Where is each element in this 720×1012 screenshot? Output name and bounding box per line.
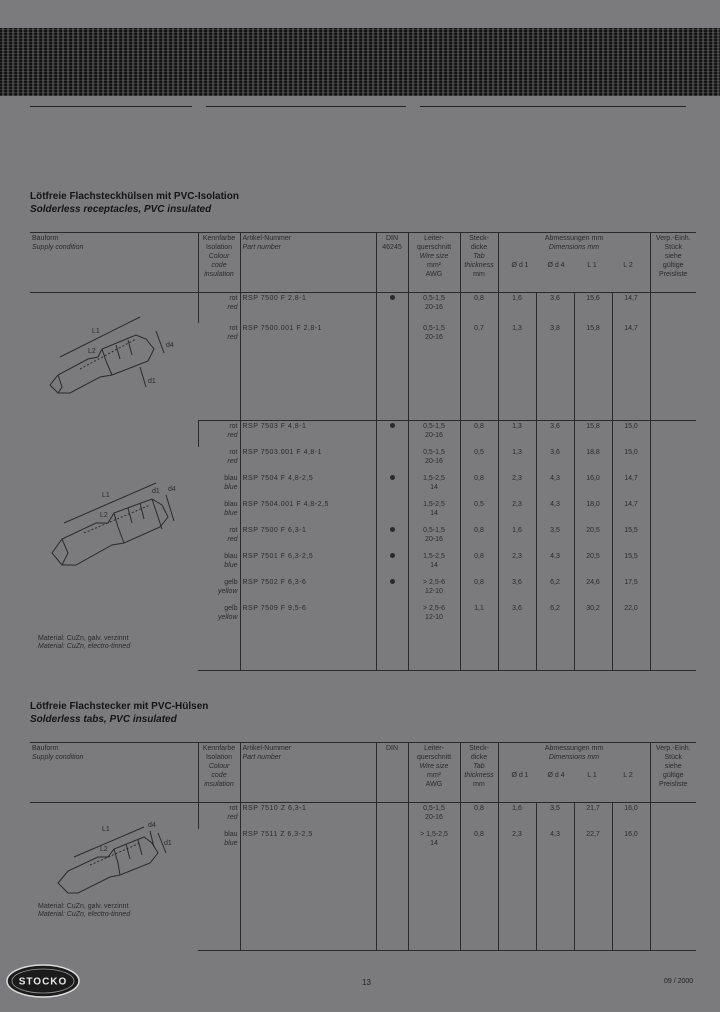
dim-l2: 15,0 [612,447,650,473]
header-thick-5: mm [473,781,485,788]
dim-l2: 16,0 [612,803,650,829]
drawing-label-l2: L2 [100,846,108,853]
header-thick-1: Steck- [469,235,489,242]
drawing-label-l2: L2 [100,511,108,519]
tab-thickness: 0,8 [460,293,498,323]
tab-thickness: 0,5 [460,447,498,473]
dim-d1: 1,6 [498,803,536,829]
din-bullet-icon [390,475,395,480]
row-color-en: blue [224,483,238,491]
dim-d4: 3,5 [536,525,574,551]
dim-d4: 3,8 [536,323,574,421]
dim-l1: 15,8 [574,421,612,447]
dim-d4: 3,6 [536,293,574,323]
header-pack-2: Stück [664,754,682,761]
header-wire-3: Wire size [419,253,449,260]
row-color-de: rot [229,526,238,534]
section1-title-de: Lötfreie Flachsteckhülsen mit PVC-Isolation [30,191,239,202]
wire-awg: 20-16 [425,304,443,311]
dim-d1: 1,6 [498,293,536,323]
drawing-label-l2: L2 [88,348,96,355]
row-color-en: red [227,457,238,465]
header-dim-d1: Ø d 1 [511,772,529,779]
row-color-en: red [227,304,238,311]
tab-thickness: 0,8 [460,421,498,447]
row-color-en: blue [224,839,238,847]
dim-l2: 14,7 [612,473,650,499]
header-thick-5: mm [473,271,485,278]
wire-awg: 20-16 [425,432,443,439]
header-pack-3: siehe [664,253,682,260]
row-color-en: blue [224,509,238,517]
header-dim-d4: Ø d 4 [547,262,565,269]
table-row [30,421,696,447]
receptacle-drawing-small-cell [30,293,198,421]
header-pack-1: Verp.-Einh. [655,235,691,242]
header-pack-1: Verp.-Einh. [655,745,691,752]
drawing-label-l1: L1 [102,826,110,833]
header-form-en: Supply condition [32,754,84,761]
row-color-de: blau [224,474,238,482]
dim-l2: 17,5 [612,577,650,603]
receptacle-drawing-large-cell [30,421,198,671]
article-number: RSP 7510 Z 6,3-1 [240,803,376,829]
dim-l1: 18,8 [574,447,612,473]
drawing-label-d1: d1 [164,840,172,847]
header-thick-2: dicke [470,244,488,251]
dim-d4: 6,2 [536,577,574,603]
dim-l2: 16,0 [612,829,650,951]
dim-l2: 22,0 [612,603,650,671]
dim-l1: 20,5 [574,551,612,577]
header-wire-5: AWG [425,781,443,788]
row-color-en: red [227,432,238,439]
din-bullet-icon [390,295,395,300]
header-form-de: Bauform [32,235,59,242]
header-color-de: Kennfarbe Isolation [202,235,236,251]
header-thick-2: dicke [470,754,488,761]
drawing-label-d4: d4 [166,342,174,349]
row-color-de: rot [229,805,238,812]
dim-d1: 1,3 [498,323,536,421]
header-pack-3: siehe [664,763,682,770]
dim-l2: 15,5 [612,525,650,551]
dim-l1: 21,7 [574,803,612,829]
wire-mm2: 0,5-1,5 [423,295,445,302]
tabs-table [30,742,696,951]
header-dims-de: Abmessungen mm [544,235,604,242]
wire-awg: 14 [430,509,438,517]
row-color-de: blau [224,500,238,508]
tab-thickness: 0,8 [460,551,498,577]
header-dims-en: Dimensions mm [548,754,600,761]
section2-title-de: Lötfreie Flachstecker mit PVC-Hülsen [30,701,209,712]
din-bullet-icon [390,423,395,428]
drawing-label-d4: d4 [168,485,176,493]
top-rule-left [30,106,192,107]
header-thick-1: Steck- [469,745,489,752]
header-banner [0,28,720,96]
article-number: RSP 7502 F 6,3-6 [240,577,376,603]
tab-drawing [40,807,180,897]
row-color-de: rot [229,448,238,456]
header-thick-4: thickness [464,262,494,269]
tab-thickness: 0,8 [460,803,498,829]
receptacles-header-row [30,233,696,293]
dim-d4: 3,5 [536,803,574,829]
wire-awg: 14 [430,561,438,569]
dim-d4: 4,3 [536,829,574,951]
header-wire-1: Leiter- [424,235,444,242]
wire-awg: 20-16 [425,333,443,341]
material-en: Material: CuZn, electro-tinned [38,911,131,918]
article-number: RSP 7509 F 9,5-6 [240,603,376,671]
section1-material [38,635,130,651]
drawing-label-d1: d1 [152,487,160,495]
header-dim-l1: L 1 [587,772,597,779]
dim-d1: 2,3 [498,499,536,525]
tab-thickness: 0,7 [460,323,498,421]
dim-l1: 15,6 [574,293,612,323]
dim-d4: 6,2 [536,603,574,671]
dim-l2: 14,7 [612,293,650,323]
receptacles-table [30,232,696,671]
row-color-de: blau [224,552,238,560]
wire-awg: 14 [430,839,438,847]
header-color-en: Colour code insulation [204,253,234,278]
row-color-de: rot [229,295,238,302]
dim-l2: 14,7 [612,499,650,525]
row-color-en: yellow [218,613,238,621]
section2-material [38,903,130,919]
header-wire-5: AWG [425,271,443,278]
article-number: RSP 7504.001 F 4,8-2,5 [240,499,376,525]
article-number: RSP 7503.001 F 4,8-1 [240,447,376,473]
header-wire-3: Wire size [419,763,449,770]
drawing-label-d1: d1 [148,378,156,385]
header-dim-l2: L 2 [623,772,633,779]
wire-mm2: 0,5-1,5 [423,423,445,430]
wire-awg: 20-16 [425,457,443,465]
header-pack-4: gültige [662,262,684,269]
row-color-en: red [227,535,238,543]
article-number: RSP 7503 F 4,8-1 [240,421,376,447]
header-dim-l1: L 1 [587,262,597,269]
tab-thickness: 0,5 [460,499,498,525]
section1-title-en: Solderless receptacles, PVC insulated [30,204,212,215]
header-dim-d1: Ø d 1 [511,262,529,269]
header-dim-d4: Ø d 4 [547,772,565,779]
header-thick-3: Tab [473,763,485,770]
header-pack-4: gültige [662,772,684,779]
tab-drawing-cell [30,803,198,951]
header-wire-1: Leiter- [424,745,444,752]
receptacle-drawing-large [40,465,190,585]
article-number: RSP 7511 Z 6,3-2,5 [240,829,376,951]
drawing-label-d4: d4 [148,822,156,829]
receptacle-drawing-small [40,297,180,405]
header-article-de: Artikel-Nummer [242,235,292,242]
drawing-label-l1: L1 [102,491,110,499]
din-bullet-icon [390,579,395,584]
wire-mm2: 0,5-1,5 [423,324,445,332]
wire-mm2: 1,5-2,5 [423,552,445,560]
row-color-en: yellow [218,587,238,595]
wire-awg: 12-10 [425,587,443,595]
article-number: RSP 7500.001 F 2,8-1 [240,323,376,421]
material-de: Material: CuZn, galv. verzinnt [38,903,129,910]
wire-mm2: 0,5-1,5 [423,448,445,456]
row-color-de: gelb [224,578,238,586]
row-color-de: rot [229,324,238,332]
tab-thickness: 0,8 [460,525,498,551]
wire-mm2: > 1,5-2,5 [420,830,448,838]
dim-d4: 4,3 [536,499,574,525]
dim-d1: 1,6 [498,525,536,551]
tab-thickness: 1,1 [460,603,498,671]
article-number: RSP 7501 F 6,3-2,5 [240,551,376,577]
dim-d1: 1,3 [498,421,536,447]
wire-awg: 20-16 [425,535,443,543]
dim-l2: 15,0 [612,421,650,447]
row-color-en: red [227,333,238,341]
article-number: RSP 7500 F 6,3-1 [240,525,376,551]
header-thick-3: Tab [473,253,485,260]
section2-title [30,700,208,726]
header-pack-5: Preisliste [659,271,688,278]
section2-title-en: Solderless tabs, PVC insulated [30,714,177,725]
header-wire-2: querschnitt [416,754,452,761]
table-row [30,293,696,323]
header-pack-5: Preisliste [659,781,688,788]
header-thick-4: thickness [464,772,494,779]
top-rule-middle [206,106,406,107]
drawing-label-l1: L1 [92,328,100,335]
dim-d4: 4,3 [536,473,574,499]
dim-d1: 2,3 [498,829,536,951]
material-en: Material: CuZn, electro-tinned [38,642,131,650]
wire-mm2: 0,5-1,5 [423,805,445,812]
dim-l2: 14,7 [612,323,650,421]
header-din: DIN [376,743,408,803]
dim-d1: 2,3 [498,473,536,499]
header-dims-de: Abmessungen mm [544,745,604,752]
tab-thickness: 0,8 [460,577,498,603]
tabs-header-row [30,743,696,803]
stocko-logo [4,962,82,1000]
dim-l1: 22,7 [574,829,612,951]
print-date: 09 / 2000 [664,978,694,985]
dim-l2: 15,5 [612,551,650,577]
din-bullet-icon [390,553,395,558]
wire-awg: 12-10 [425,613,443,621]
header-article-en: Part number [242,244,282,251]
section1-title [30,190,239,216]
dim-l1: 20,5 [574,525,612,551]
tab-thickness: 0,8 [460,829,498,951]
dim-l1: 24,6 [574,577,612,603]
header-din: DIN 46245 [376,233,408,293]
table-row [30,803,696,829]
header-dim-l2: L 2 [623,262,633,269]
dim-l1: 18,0 [574,499,612,525]
dim-d4: 3,6 [536,421,574,447]
header-pack-2: Stück [664,244,682,251]
dim-d1: 1,3 [498,447,536,473]
wire-mm2: > 2,5-6 [423,578,445,586]
header-article-en: Part number [242,754,282,761]
header-wire-2: querschnitt [416,244,452,251]
dim-l1: 16,0 [574,473,612,499]
row-color-en: red [227,814,238,821]
top-rule-right [420,106,686,107]
wire-awg: 20-16 [425,814,443,821]
dim-d4: 3,6 [536,447,574,473]
dim-d1: 2,3 [498,551,536,577]
logo-text: STOCKO [18,976,68,988]
header-wire-4: mm² [427,772,441,779]
wire-mm2: 1,5-2,5 [423,500,445,508]
header-form-en: Supply condition [32,244,84,251]
dim-d1: 3,6 [498,577,536,603]
dim-d1: 3,6 [498,603,536,671]
row-color-en: blue [224,561,238,569]
header-wire-4: mm² [427,262,441,269]
header-dims-en: Dimensions mm [548,244,600,251]
dim-l1: 15,8 [574,323,612,421]
row-color-de: rot [229,423,238,430]
header-form-de: Bauform [32,745,59,752]
wire-mm2: 0,5-1,5 [423,526,445,534]
dim-d4: 4,3 [536,551,574,577]
wire-mm2: > 2,5-6 [423,604,445,612]
article-number: RSP 7504 F 4,8-2,5 [240,473,376,499]
material-de: Material: CuZn, galv. verzinnt [38,634,129,642]
wire-mm2: 1,5-2,5 [423,474,445,482]
row-color-de: blau [224,830,238,838]
dim-l1: 30,2 [574,603,612,671]
header-color-en: Colour code insulation [204,763,234,788]
header-color-de: Kennfarbe Isolation [202,745,236,761]
tab-thickness: 0,8 [460,473,498,499]
row-color-de: gelb [224,604,238,612]
header-article-de: Artikel-Nummer [242,745,292,752]
page-number: 13 [362,978,371,987]
wire-awg: 14 [430,483,438,491]
din-bullet-icon [390,527,395,532]
article-number: RSP 7500 F 2,8-1 [240,293,376,323]
